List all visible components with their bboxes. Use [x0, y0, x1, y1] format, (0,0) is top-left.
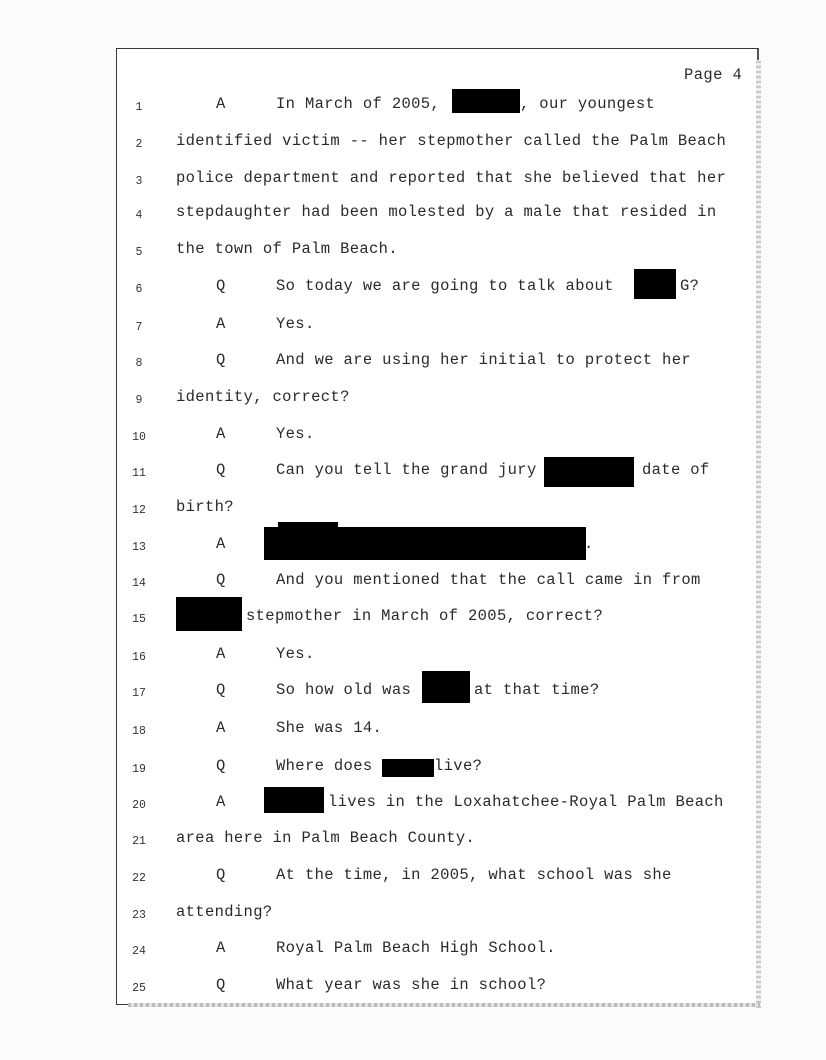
line-text: live?	[434, 757, 483, 775]
transcript-line-21	[0, 829, 826, 853]
line-number: 6	[135, 283, 143, 296]
speaker-label: Q	[216, 681, 226, 699]
transcript-line-8	[0, 351, 826, 375]
line-text: At the time, in 2005, what school was she	[276, 866, 672, 884]
transcript-line-17	[0, 681, 826, 705]
line-text: stepmother in March of 2005, correct?	[246, 607, 604, 625]
line-text: She was 14.	[276, 719, 383, 737]
transcript-line-7	[0, 315, 826, 339]
line-number: 17	[132, 687, 146, 700]
line-text: Can you tell the grand jury	[276, 461, 537, 479]
line-text: In March of 2005,	[276, 95, 441, 113]
line-number: 8	[135, 357, 143, 370]
line-text: date of	[642, 461, 710, 479]
line-text: Royal Palm Beach High School.	[276, 939, 556, 957]
line-text: at that time?	[474, 681, 600, 699]
line-text: identity, correct?	[176, 388, 350, 406]
transcript-line-3	[0, 169, 826, 193]
speaker-label: Q	[216, 277, 226, 295]
line-number: 23	[132, 909, 146, 922]
line-number: 2	[135, 138, 143, 151]
transcript-line-19	[0, 757, 826, 781]
line-number: 21	[132, 835, 146, 848]
line-number: 20	[132, 799, 146, 812]
redaction-bar	[422, 671, 470, 703]
line-text: Yes.	[276, 425, 315, 443]
speaker-label: A	[216, 719, 226, 737]
page-number-label: Page 4	[684, 66, 743, 84]
transcript-line-10	[0, 425, 826, 449]
redaction-bar	[452, 89, 520, 113]
redaction-bar	[634, 269, 676, 299]
transcript-line-25	[0, 976, 826, 1000]
line-number: 1	[135, 101, 143, 114]
transcript-line-9	[0, 388, 826, 412]
speaker-label: A	[216, 425, 226, 443]
line-text: the town of Palm Beach.	[176, 240, 398, 258]
transcript-line-20	[0, 793, 826, 817]
line-number: 24	[132, 945, 146, 958]
line-number: 12	[132, 504, 146, 517]
redaction-bar	[382, 759, 434, 777]
transcript-line-1	[0, 95, 826, 119]
line-number: 11	[132, 467, 146, 480]
line-text: lives in the Loxahatchee-Royal Palm Beach	[328, 793, 724, 811]
transcript-line-14	[0, 571, 826, 595]
line-text: birth?	[176, 498, 234, 516]
line-text: .	[584, 535, 594, 553]
speaker-label: Q	[216, 866, 226, 884]
transcript-line-23	[0, 903, 826, 927]
redaction-bar	[264, 787, 324, 813]
redaction-bar	[544, 457, 634, 487]
speaker-label: A	[216, 535, 226, 553]
transcript-line-18	[0, 719, 826, 743]
line-number: 16	[132, 651, 146, 664]
line-text: And you mentioned that the call came in from	[276, 571, 701, 589]
transcript-line-5	[0, 240, 826, 264]
transcript-line-13	[0, 535, 826, 559]
speaker-label: Q	[216, 757, 226, 775]
line-text: So today we are going to talk about	[276, 277, 614, 295]
speaker-label: Q	[216, 351, 226, 369]
line-number: 3	[135, 175, 143, 188]
line-number: 10	[132, 431, 146, 444]
line-number: 15	[132, 613, 146, 626]
speaker-label: A	[216, 315, 226, 333]
line-text: identified victim -- her stepmother called the Palm Beach	[176, 132, 727, 150]
line-text: attending?	[176, 903, 273, 921]
transcript-line-12	[0, 498, 826, 522]
line-number: 22	[132, 872, 146, 885]
transcript-line-2	[0, 132, 826, 156]
line-text: , our youngest	[520, 95, 656, 113]
redaction-bar	[264, 527, 586, 560]
line-text: Yes.	[276, 315, 315, 333]
line-number: 7	[135, 321, 143, 334]
line-text: Where does	[276, 757, 373, 775]
line-text: G?	[680, 277, 700, 295]
speaker-label: A	[216, 939, 226, 957]
line-text: And we are using her initial to protect her	[276, 351, 692, 369]
line-text: Yes.	[276, 645, 315, 663]
line-number: 9	[135, 394, 143, 407]
page-bottom-shadow	[128, 1003, 760, 1007]
line-number: 5	[135, 246, 143, 259]
transcript-line-4	[0, 203, 826, 227]
line-number: 4	[135, 209, 143, 222]
line-number: 18	[132, 725, 146, 738]
line-number: 13	[132, 541, 146, 554]
transcript-line-15	[0, 607, 826, 631]
redaction-bar	[176, 597, 242, 631]
transcript-line-11	[0, 461, 826, 485]
transcript-line-6	[0, 277, 826, 301]
speaker-label: Q	[216, 976, 226, 994]
line-text: stepdaughter had been molested by a male that resided in	[176, 203, 717, 221]
transcript-line-22	[0, 866, 826, 890]
line-text: police department and reported that she believed that her	[176, 169, 727, 187]
speaker-label: A	[216, 793, 226, 811]
line-number: 25	[132, 982, 146, 995]
line-text: area here in Palm Beach County.	[176, 829, 476, 847]
line-number: 14	[132, 577, 146, 590]
speaker-label: Q	[216, 571, 226, 589]
transcript-line-24	[0, 939, 826, 963]
speaker-label: Q	[216, 461, 226, 479]
transcript-line-16	[0, 645, 826, 669]
speaker-label: A	[216, 645, 226, 663]
speaker-label: A	[216, 95, 226, 113]
line-text: So how old was	[276, 681, 412, 699]
line-number: 19	[132, 763, 146, 776]
line-text: What year was she in school?	[276, 976, 547, 994]
